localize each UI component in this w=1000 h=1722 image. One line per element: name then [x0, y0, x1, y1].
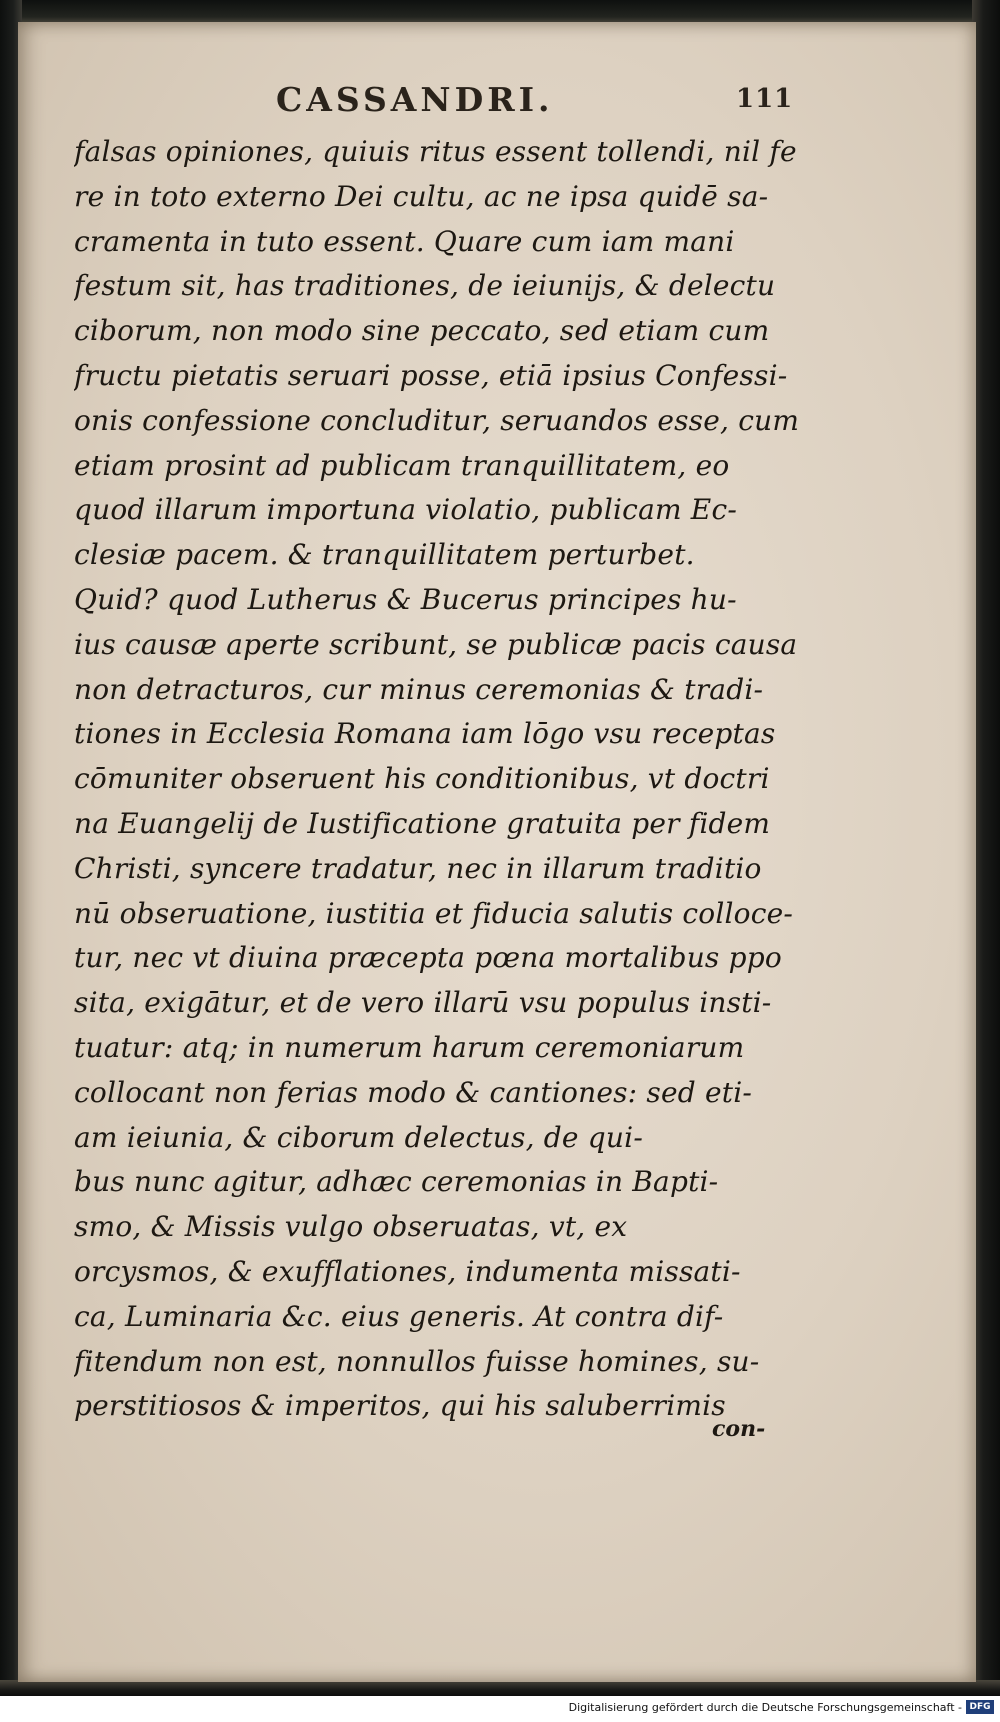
page-number: 111	[736, 84, 794, 114]
running-head	[18, 80, 976, 120]
text-line: am ieiunia, & ciborum delectus, de qui-	[74, 1120, 643, 1154]
text-line: quod illarum importuna violatio, publicam Ec-	[74, 493, 737, 527]
text-line: fructu pietatis seruari posse, etiā ipsius Confessi-	[74, 358, 788, 392]
book-bottom-edge	[0, 1680, 1000, 1696]
text-line: fitendum non est, nonnullos fuisse homines, su-	[74, 1344, 760, 1378]
text-line: ciborum, non modo sine peccato, sed etiam cum	[74, 314, 770, 348]
text-line: festum sit, has traditiones, de ieiunijs, & delectu	[74, 269, 776, 303]
text-line: sita, exigātur, et de vero illarū vsu populus insti-	[74, 986, 772, 1020]
text-line: Quid? quod Lutherus & Bucerus principes hu-	[74, 582, 737, 616]
text-line: ius causæ aperte scribunt, se publicæ pacis causa	[74, 627, 798, 661]
text-line: cōmuniter obseruent his conditionibus, vt doctri	[74, 762, 770, 796]
digitization-footer	[0, 1696, 1000, 1722]
book-page	[18, 22, 976, 1682]
text-line: clesiæ pacem. & tranquillitatem perturbet.	[74, 538, 695, 572]
text-line: orcysmos, & exufflationes, indumenta missati-	[74, 1254, 741, 1288]
text-line: nū obseruatione, iustitia et fiducia salutis colloce-	[74, 896, 794, 930]
text-line: etiam prosint ad publicam tranquillitatem, eo	[74, 448, 730, 482]
text-line: Christi, syncere tradatur, nec in illarum traditio	[74, 851, 762, 885]
text-line: tur, nec vt diuina præcepta pœna mortalibus ppo	[74, 941, 782, 975]
text-line: re in toto externo Dei cultu, ac ne ipsa quidē sa-	[74, 179, 769, 213]
text-line: cramenta in tuto essent. Quare cum iam mani	[74, 224, 735, 258]
text-line: bus nunc agitur, adhæc ceremonias in Bapti-	[74, 1165, 719, 1199]
text-line: falsas opiniones, quiuis ritus essent tollendi, nil fe	[74, 135, 797, 168]
text-line: ca, Luminaria &c. eius generis. At contra dif-	[74, 1299, 724, 1333]
text-line: non detracturos, cur minus ceremonias & tradi-	[74, 672, 764, 706]
text-line: collocant non ferias modo & cantiones: sed eti-	[74, 1075, 753, 1109]
body-text	[74, 130, 814, 1429]
text-line: tiones in Ecclesia Romana iam lōgo vsu receptas	[74, 717, 776, 751]
dfg-logo: DFG	[966, 1700, 994, 1714]
text-line: tuatur: atq; in numerum harum ceremoniarum	[74, 1030, 745, 1064]
text-line: onis confessione concluditur, seruandos esse, cum	[74, 403, 800, 437]
book-top-edge	[0, 0, 1000, 24]
book-right-edge	[972, 0, 1000, 1690]
text-line: na Euangelij de Iustificatione gratuita per fidem	[74, 806, 771, 840]
running-title: CASSANDRI.	[276, 80, 554, 119]
funding-notice: Digitalisierung gefördert durch die Deutsche Forschungsgemeinschaft -	[568, 1701, 962, 1714]
text-line: smo, & Missis vulgo obseruatas, vt, ex	[74, 1210, 628, 1244]
catchword: con-	[712, 1416, 766, 1442]
text-line: perstitiosos & imperitos, qui his saluberrimis	[74, 1389, 726, 1423]
